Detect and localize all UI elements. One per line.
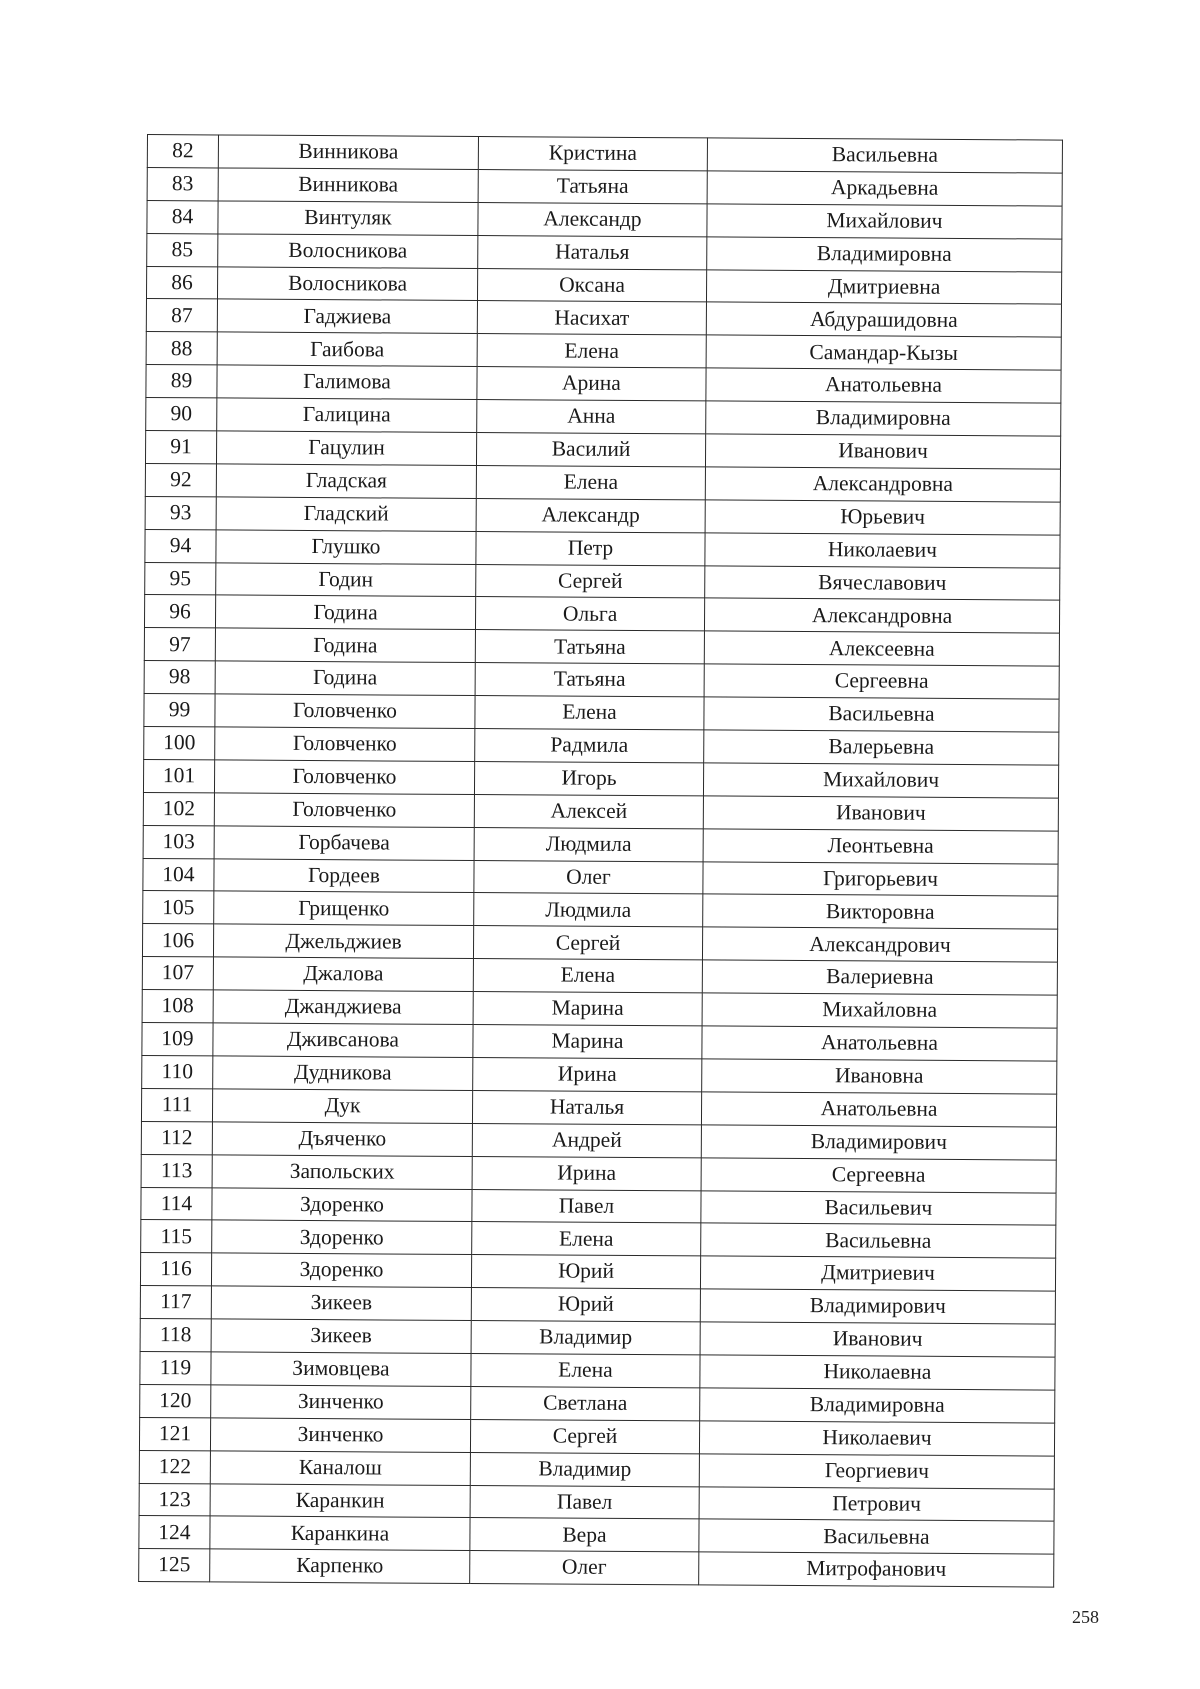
table-row [144,727,1059,765]
row-number-cell: 110 [142,1055,213,1088]
last-name-cell: Дудникова [213,1056,473,1090]
last-name-cell: Галицина [217,398,477,432]
table-row [140,1253,1055,1291]
last-name-cell: Здоренко [212,1187,472,1221]
first-name-cell: Олег [470,1551,699,1585]
patronymic-cell: Дмитриевич [700,1256,1055,1291]
row-number-cell: 113 [141,1154,212,1187]
row-number-cell: 112 [141,1121,212,1154]
last-name-cell: Дживсанова [213,1023,473,1057]
first-name-cell: Сергей [470,1419,699,1453]
first-name-cell: Наталья [478,235,707,269]
first-name-cell: Сергей [476,564,705,598]
table-row [145,529,1060,567]
table-row [144,628,1059,666]
first-name-cell: Вера [470,1518,699,1552]
last-name-cell: Глушко [216,530,476,564]
table-row [139,1549,1054,1587]
row-number-cell: 121 [139,1417,210,1450]
patronymic-cell: Вячеславович [705,565,1060,600]
row-number-cell: 122 [139,1450,210,1483]
row-number-cell: 106 [142,924,213,957]
last-name-cell: Грищенко [214,891,474,925]
last-name-cell: Гордеев [214,859,474,893]
row-number-cell: 85 [147,233,218,266]
table-row [141,1154,1056,1192]
first-name-cell: Марина [473,992,702,1026]
table-row [146,299,1061,337]
last-name-cell: Гладский [216,497,476,531]
patronymic-cell: Викторовна [703,894,1058,929]
last-name-cell: Зикеев [211,1319,471,1353]
first-name-cell: Андрей [472,1123,701,1157]
row-number-cell: 99 [144,694,215,727]
row-number-cell: 107 [142,957,213,990]
first-name-cell: Елена [471,1353,700,1387]
table-row [143,792,1058,830]
last-name-cell: Здоренко [212,1220,472,1254]
patronymic-cell: Ивановна [702,1059,1057,1094]
last-name-cell: Гладская [216,464,476,498]
table-row [142,990,1057,1028]
last-name-cell: Горбачева [214,826,474,860]
table-row [144,595,1059,633]
last-name-cell: Година [215,661,475,695]
row-number-cell: 97 [144,628,215,661]
row-number-cell: 98 [144,661,215,694]
first-name-cell: Павел [472,1189,701,1223]
patronymic-cell: Дмитриевна [706,269,1061,304]
row-number-cell: 92 [145,463,216,496]
table-row [140,1319,1055,1357]
row-number-cell: 89 [146,365,217,398]
table-row [147,167,1062,205]
last-name-cell: Каранкин [210,1483,470,1517]
last-name-cell: Волосникова [217,266,477,300]
patronymic-cell: Михайлович [703,763,1058,798]
first-name-cell: Людмила [474,827,703,861]
first-name-cell: Людмила [474,893,703,927]
row-number-cell: 109 [142,1023,213,1056]
last-name-cell: Година [215,595,475,629]
patronymic-cell: Владимирович [700,1289,1055,1324]
table-row [143,759,1058,797]
first-name-cell: Татьяна [475,630,704,664]
row-number-cell: 125 [139,1549,210,1582]
last-name-cell: Головченко [214,760,474,794]
row-number-cell: 111 [141,1088,212,1121]
first-name-cell: Татьяна [478,169,707,203]
last-name-cell: Зинченко [210,1418,470,1452]
table-row [146,398,1061,436]
patronymic-cell: Юрьевич [705,500,1060,535]
table-row [142,1055,1057,1093]
row-number-cell: 94 [145,529,216,562]
patronymic-cell: Васильевна [707,138,1062,173]
first-name-cell: Анна [477,400,706,434]
first-name-cell: Юрий [471,1255,700,1289]
row-number-cell: 88 [146,332,217,365]
first-name-cell: Елена [472,1222,701,1256]
patronymic-cell: Иванович [705,434,1060,469]
row-number-cell: 105 [143,891,214,924]
last-name-cell: Карпенко [210,1549,470,1583]
table-row [139,1516,1054,1554]
first-name-cell: Елена [476,465,705,499]
patronymic-cell: Георгиевич [699,1454,1054,1489]
patronymic-cell: Григорьевич [703,862,1058,897]
patronymic-cell: Николаевна [700,1355,1055,1390]
table-row [146,365,1061,403]
last-name-cell: Головченко [215,694,475,728]
table-row [142,1023,1057,1061]
table-row [142,957,1057,995]
last-name-cell: Запольских [212,1155,472,1189]
table-row [144,694,1059,732]
last-name-cell: Гаджиева [217,299,477,333]
last-name-cell: Джанджиева [213,990,473,1024]
table-row [139,1417,1054,1455]
first-name-cell: Олег [474,860,703,894]
patronymic-cell: Валерьевна [704,730,1059,765]
last-name-cell: Зинченко [211,1385,471,1419]
first-name-cell: Александр [478,202,707,236]
patronymic-cell: Сергеевна [701,1158,1056,1193]
patronymic-cell: Иванович [700,1322,1055,1357]
row-number-cell: 119 [140,1351,211,1384]
patronymic-cell: Петрович [699,1486,1054,1521]
last-name-cell: Годин [216,563,476,597]
patronymic-cell: Александровна [704,598,1059,633]
first-name-cell: Ольга [475,597,704,631]
first-name-cell: Ирина [472,1156,701,1190]
first-name-cell: Насихат [477,301,706,335]
row-number-cell: 118 [140,1319,211,1352]
table-row [147,233,1062,271]
first-name-cell: Елена [475,696,704,730]
patronymic-cell: Анатольевна [706,368,1061,403]
row-number-cell: 100 [144,727,215,760]
row-number-cell: 103 [143,825,214,858]
patronymic-cell: Леонтьевна [703,829,1058,864]
patronymic-cell: Михайлович [707,204,1062,239]
patronymic-cell: Александровна [705,467,1060,502]
table-row [147,135,1062,173]
last-name-cell: Винникова [218,168,478,202]
patronymic-cell: Михайловна [702,993,1057,1028]
patronymic-cell: Иванович [703,796,1058,831]
row-number-cell: 96 [144,595,215,628]
patronymic-cell: Николаевич [699,1421,1054,1456]
table-row [145,431,1060,469]
row-number-cell: 102 [143,792,214,825]
row-number-cell: 90 [146,398,217,431]
table-row [146,332,1061,370]
patronymic-cell: Васильевна [704,697,1059,732]
row-number-cell: 115 [141,1220,212,1253]
table-row [141,1187,1056,1225]
row-number-cell: 86 [146,266,217,299]
row-number-cell: 101 [143,759,214,792]
first-name-cell: Василий [476,433,705,467]
first-name-cell: Павел [470,1485,699,1519]
table-row [143,858,1058,896]
row-number-cell: 83 [147,167,218,200]
table-row [145,496,1060,534]
patronymic-cell: Сергеевна [704,664,1059,699]
row-number-cell: 114 [141,1187,212,1220]
last-name-cell: Зикеев [211,1286,471,1320]
first-name-cell: Елена [473,959,702,993]
table-row [142,924,1057,962]
first-name-cell: Сергей [473,926,702,960]
last-name-cell: Дъяченко [212,1122,472,1156]
row-number-cell: 117 [140,1286,211,1319]
name-table [138,134,1063,1588]
first-name-cell: Татьяна [475,663,704,697]
table-row [143,891,1058,929]
last-name-cell: Джалова [213,957,473,991]
first-name-cell: Алексей [474,794,703,828]
patronymic-cell: Самандар-Кызы [706,335,1061,370]
patronymic-cell: Анатольевна [702,1026,1057,1061]
table-row [140,1286,1055,1324]
last-name-cell: Джельджиев [213,924,473,958]
first-name-cell: Юрий [471,1288,700,1322]
table-row [141,1220,1056,1258]
last-name-cell: Головченко [215,727,475,761]
row-number-cell: 95 [145,562,216,595]
first-name-cell: Владимир [470,1452,699,1486]
row-number-cell: 104 [143,858,214,891]
page-number: 258 [1072,1607,1099,1627]
first-name-cell: Петр [476,531,705,565]
table-row [140,1384,1055,1422]
row-number-cell: 87 [146,299,217,332]
table-row [141,1088,1056,1126]
table-row [145,463,1060,501]
first-name-cell: Оксана [477,268,706,302]
last-name-cell: Головченко [214,793,474,827]
table-row [140,1351,1055,1389]
patronymic-cell: Валериевна [702,960,1057,995]
table-row [139,1483,1054,1521]
first-name-cell: Елена [477,334,706,368]
row-number-cell: 108 [142,990,213,1023]
patronymic-cell: Васильевна [699,1519,1054,1554]
patronymic-cell: Владимирович [701,1125,1056,1160]
table-row [146,266,1061,304]
first-name-cell: Марина [473,1025,702,1059]
first-name-cell: Игорь [474,761,703,795]
first-name-cell: Владимир [471,1321,700,1355]
patronymic-cell: Абдурашидовна [706,302,1061,337]
row-number-cell: 120 [140,1384,211,1417]
row-number-cell: 93 [145,496,216,529]
last-name-cell: Здоренко [211,1253,471,1287]
first-name-cell: Радмила [475,729,704,763]
patronymic-cell: Васильевич [701,1190,1056,1225]
table-row [145,562,1060,600]
row-number-cell: 82 [147,135,218,168]
last-name-cell: Гаибова [217,332,477,366]
patronymic-cell: Владимировна [706,401,1061,436]
last-name-cell: Дук [212,1089,472,1123]
first-name-cell: Арина [477,367,706,401]
patronymic-cell: Васильевна [701,1223,1056,1258]
last-name-cell: Винникова [218,135,478,169]
row-number-cell: 116 [140,1253,211,1286]
table-row [141,1121,1056,1159]
last-name-cell: Гацулин [216,431,476,465]
first-name-cell: Наталья [472,1090,701,1124]
last-name-cell: Каналош [210,1451,470,1485]
patronymic-cell: Александрович [702,927,1057,962]
patronymic-cell: Митрофанович [699,1552,1054,1587]
first-name-cell: Светлана [471,1386,700,1420]
table-row [143,825,1058,863]
patronymic-cell: Алексеевна [704,631,1059,666]
patronymic-cell: Владимировна [707,237,1062,272]
table-row [139,1450,1054,1488]
last-name-cell: Галимова [217,365,477,399]
patronymic-cell: Аркадьевна [707,171,1062,206]
last-name-cell: Волосникова [218,234,478,268]
row-number-cell: 91 [145,431,216,464]
row-number-cell: 123 [139,1483,210,1516]
name-table-body [139,135,1063,1588]
row-number-cell: 124 [139,1516,210,1549]
patronymic-cell: Владимировна [700,1388,1055,1423]
last-name-cell: Зимовцева [211,1352,471,1386]
patronymic-cell: Николаевич [705,533,1060,568]
first-name-cell: Кристина [478,137,707,171]
first-name-cell: Ирина [473,1057,702,1091]
first-name-cell: Александр [476,498,705,532]
row-number-cell: 84 [147,200,218,233]
table-row [147,200,1062,238]
last-name-cell: Винтуляк [218,201,478,235]
table-row [144,661,1059,699]
last-name-cell: Каранкина [210,1516,470,1550]
last-name-cell: Година [215,628,475,662]
patronymic-cell: Анатольевна [701,1092,1056,1127]
